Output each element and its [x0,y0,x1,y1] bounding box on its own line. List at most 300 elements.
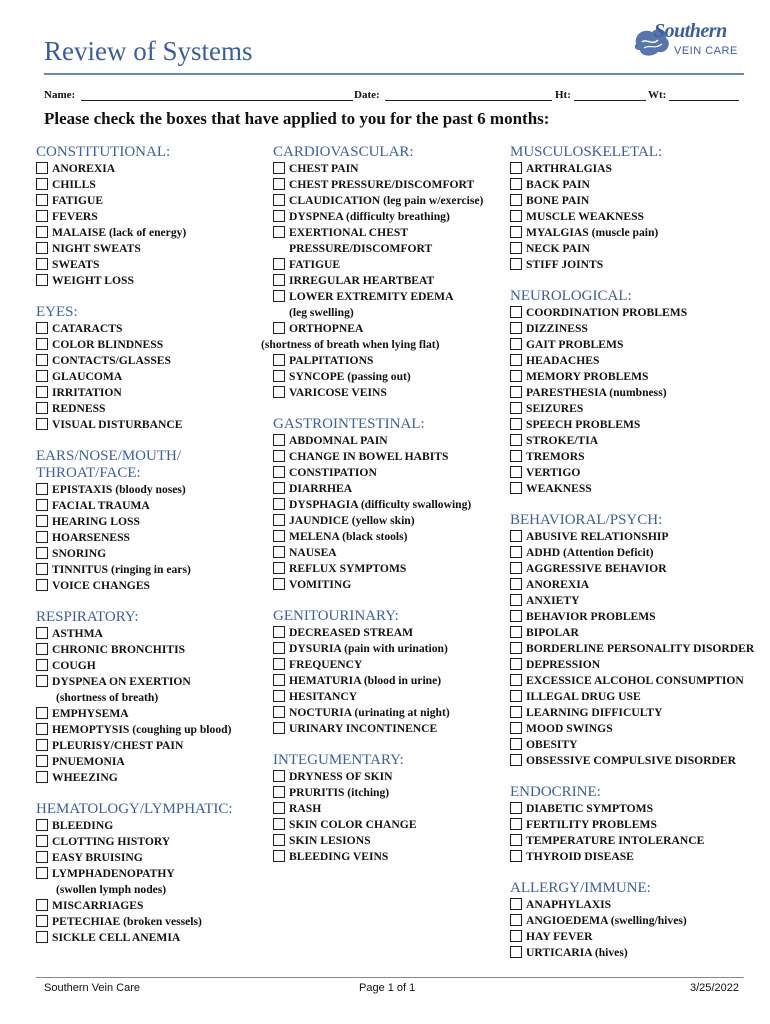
checkbox-item-back-pain[interactable] [510,177,754,193]
checkbox-item-miscarriages[interactable] [36,898,233,914]
checkbox-label: STROKE/TIA [526,434,599,447]
checkbox-item-hearing-loss[interactable] [36,514,233,530]
checkbox-item-exertional-chest[interactable] [273,225,483,241]
checkbox-item-adhd-attention-deficit[interactable] [510,545,754,561]
section-title: THROAT/FACE: [36,465,141,481]
checkbox-item-diabetic-symptoms[interactable] [510,801,754,817]
checkbox-item-sweats[interactable] [36,257,233,273]
checkbox-item-constipation[interactable] [273,465,483,481]
checkbox-item-fevers[interactable] [36,209,233,225]
checkbox[interactable] [273,274,285,286]
checkbox[interactable] [36,659,48,671]
checkbox-item-angioedema-swelling-hives[interactable] [510,913,754,929]
checkbox-item-lower-extremity-edema[interactable] [273,289,483,305]
section-ears-nose-mouth-throat-face [36,448,233,594]
checkbox[interactable] [273,498,285,510]
checkbox-item-syncope-passing-out[interactable] [273,369,483,385]
checkbox[interactable] [36,643,48,655]
header-rule [44,73,744,75]
name-field[interactable] [81,100,353,101]
checkbox[interactable] [36,483,48,495]
checkbox[interactable] [273,178,285,190]
checkbox-item-dyspnea-on-exertion[interactable] [36,674,233,690]
checkbox-item-asthma[interactable] [36,626,233,642]
checkbox-item-nocturia-urinating-at-night[interactable] [273,705,483,721]
checkbox[interactable] [36,915,48,927]
checkbox-label: THYROID DISEASE [526,850,634,863]
patient-info-row [44,89,744,103]
checkbox[interactable] [273,322,285,334]
checkbox[interactable] [510,386,522,398]
checkbox-item-hemoptysis-coughing-up-blood[interactable] [36,722,233,738]
checkbox-item-tinnitus-ringing-in-ears[interactable] [36,562,233,578]
checkbox-item-abusive-relationship[interactable] [510,529,754,545]
checkbox-label: SICKLE CELL ANEMIA [52,931,181,944]
checkbox-item-dryness-of-skin[interactable] [273,769,483,785]
checkbox[interactable] [510,642,522,654]
checkbox[interactable] [273,562,285,574]
checkbox[interactable] [36,723,48,735]
checkbox[interactable] [36,579,48,591]
checkbox-item-melena-black-stools[interactable] [273,529,483,545]
checkbox-label: ANAPHYLAXIS [526,898,612,911]
checkbox-item-illegal-drug-use[interactable] [510,689,754,705]
checkbox-item-wheezing[interactable] [36,770,233,786]
checkbox[interactable] [510,530,522,542]
checkbox-label: EXERTIONAL CHEST [289,226,409,239]
checkbox-label: ILLEGAL DRUG USE [526,690,641,703]
checkbox-label: MALAISE (lack of energy) [52,226,187,239]
checkbox[interactable] [510,322,522,334]
checkbox[interactable] [273,802,285,814]
checkbox[interactable] [273,674,285,686]
checkbox[interactable] [36,563,48,575]
checkbox[interactable] [273,642,285,654]
checkbox-item-visual-disturbance[interactable] [36,417,233,433]
checkbox[interactable] [510,674,522,686]
checkbox[interactable] [36,210,48,222]
checkbox[interactable] [273,578,285,590]
checkbox-item-bipolar[interactable] [510,625,754,641]
checkbox[interactable] [36,370,48,382]
checkbox-item-easy-bruising[interactable] [36,850,233,866]
checkbox-label: CLOTTING HISTORY [52,835,171,848]
checkbox[interactable] [510,178,522,190]
checkbox[interactable] [273,818,285,830]
checkbox-label: ABDOMNAL PAIN [289,434,388,447]
checkbox-item-arthralgias[interactable] [510,161,754,177]
section-title: ENDOCRINE: [510,784,601,800]
checkbox-item-seizures[interactable] [510,401,754,417]
checkbox-label: CHILLS [52,178,96,191]
checkbox-label: PETECHIAE (broken vessels) [52,915,202,928]
checkbox-label: DECREASED STREAM [289,626,414,639]
checkbox[interactable] [510,690,522,702]
checkbox[interactable] [36,258,48,270]
checkbox-item-hematuria-blood-in-urine[interactable] [273,673,483,689]
checkbox[interactable] [36,338,48,350]
checkbox[interactable] [36,771,48,783]
checkbox[interactable] [36,739,48,751]
checkbox-label: HAY FEVER [526,930,593,943]
checkbox-label: PNUEMONIA [52,755,125,768]
checkbox-label: EASY BRUISING [52,851,143,864]
checkbox-item-petechiae-broken-vessels[interactable] [36,914,233,930]
checkbox-item-pleurisy-chest-pain[interactable] [36,738,233,754]
checkbox[interactable] [36,547,48,559]
checkbox-label: SWEATS [52,258,100,271]
checkbox-item-thyroid-disease[interactable] [510,849,754,865]
checkbox[interactable] [273,386,285,398]
section-constitutional [36,144,233,289]
checkbox-label: FATIGUE [52,194,104,207]
column-right [510,144,754,961]
checkbox-label: NIGHT SWEATS [52,242,141,255]
checkbox[interactable] [273,850,285,862]
checkbox[interactable] [36,627,48,639]
checkbox[interactable] [36,274,48,286]
checkbox-item-malaise-lack-of-energy[interactable] [36,225,233,241]
checkbox-item-lymphadenopathy[interactable] [36,866,233,882]
page-title: Review of Systems [44,36,253,66]
checkbox[interactable] [510,434,522,446]
checkbox-item-mood-swings[interactable] [510,721,754,737]
checkbox-item-memory-problems[interactable] [510,369,754,385]
name-label: Name: [44,89,76,101]
checkbox-item-depression[interactable] [510,657,754,673]
checkbox-item-redness[interactable] [36,401,233,417]
checkbox-item-chills[interactable] [36,177,233,193]
checkbox[interactable] [36,899,48,911]
footer-company: Southern Vein Care [44,982,141,994]
logo-name: Southern [654,20,727,42]
checkbox[interactable] [273,706,285,718]
date-field[interactable] [385,100,552,101]
checkbox[interactable] [510,210,522,222]
checkbox-item-glaucoma[interactable] [36,369,233,385]
checkbox-item-neck-pain[interactable] [510,241,754,257]
checkbox[interactable] [36,675,48,687]
checkbox-item-aggressive-behavior[interactable] [510,561,754,577]
checkbox-item-speech-problems[interactable] [510,417,754,433]
checkbox[interactable] [510,258,522,270]
checkbox-item-weight-loss[interactable] [36,273,233,289]
checkbox[interactable] [36,242,48,254]
checkbox-item-decreased-stream[interactable] [273,625,483,641]
section-title: NEUROLOGICAL: [510,288,632,304]
checkbox-item-reflux-symptoms[interactable] [273,561,483,577]
checkbox-item-contacts-glasses[interactable] [36,353,233,369]
checkbox[interactable] [510,466,522,478]
checkbox-item-vomiting[interactable] [273,577,483,593]
checkbox[interactable] [510,450,522,462]
checkbox-label: MOOD SWINGS [526,722,613,735]
checkbox[interactable] [510,594,522,606]
checkbox-label: ORTHOPNEA [289,322,364,335]
checkbox-label: NECK PAIN [526,242,590,255]
checkbox-item-change-in-bowel-habits[interactable] [273,449,483,465]
checkbox-item-clotting-history[interactable] [36,834,233,850]
checkbox-item-vertigo[interactable] [510,465,754,481]
checkbox[interactable] [273,194,285,206]
checkbox-item-skin-color-change[interactable] [273,817,483,833]
checkbox-item-hoarseness[interactable] [36,530,233,546]
checkbox[interactable] [36,322,48,334]
checkbox[interactable] [273,530,285,542]
checkbox-item-palpitations[interactable] [273,353,483,369]
checkbox[interactable] [36,515,48,527]
checkbox[interactable] [36,867,48,879]
checkbox-label: DEPRESSION [526,658,601,671]
section-behavioral-psych [510,512,754,769]
checkbox-item-tremors[interactable] [510,449,754,465]
checkbox[interactable] [36,819,48,831]
checkbox-item-chest-pain[interactable] [273,161,483,177]
checkbox[interactable] [36,226,48,238]
checkbox-item-fertility-problems[interactable] [510,817,754,833]
checkbox[interactable] [510,306,522,318]
checkbox-item-paresthesia-numbness[interactable] [510,385,754,401]
checkbox[interactable] [510,818,522,830]
checkbox-item-urinary-incontinence[interactable] [273,721,483,737]
checkbox-label: URINARY INCONTINENCE [289,722,438,735]
checkbox[interactable] [273,370,285,382]
checkbox-item-orthopnea[interactable] [273,321,483,337]
checkbox[interactable] [273,290,285,302]
checkbox[interactable] [36,162,48,174]
section-cardiovascular [261,144,484,401]
checkbox[interactable] [36,851,48,863]
checkbox-item-frequency[interactable] [273,657,483,673]
checkbox-item-myalgias-muscle-pain[interactable] [510,225,754,241]
checkbox[interactable] [510,706,522,718]
checkbox-label: STIFF JOINTS [526,258,604,271]
checkbox-item-behavior-problems[interactable] [510,609,754,625]
checkbox[interactable] [510,418,522,430]
checkbox[interactable] [36,531,48,543]
checkbox[interactable] [510,194,522,206]
checkbox-item-borderline-personality-disorder[interactable] [510,641,754,657]
checkbox-item-dysphagia-difficulty-swallowing[interactable] [273,497,483,513]
checkbox-item-anorexia[interactable] [36,161,233,177]
checkbox-item-stiff-joints[interactable] [510,257,754,273]
checkbox-label: TREMORS [526,450,585,463]
checkbox-item-temperature-intolerance[interactable] [510,833,754,849]
checkbox-item-obesity[interactable] [510,737,754,753]
checkbox-label: VOICE CHANGES [52,579,151,592]
checkbox-item-facial-trauma[interactable] [36,498,233,514]
checkbox-label: ANOREXIA [526,578,590,591]
checkbox-item-anorexia[interactable] [510,577,754,593]
checkbox[interactable] [273,434,285,446]
checkbox[interactable] [273,770,285,782]
checkbox-item-varicose-veins[interactable] [273,385,483,401]
checkbox[interactable] [510,370,522,382]
checkbox-label: OBSESSIVE COMPULSIVE DISORDER [526,754,737,767]
checkbox-item-emphysema[interactable] [36,706,233,722]
checkbox[interactable] [510,338,522,350]
checkbox[interactable] [273,722,285,734]
checkbox[interactable] [510,754,522,766]
checkbox-item-cataracts[interactable] [36,321,233,337]
checkbox[interactable] [273,466,285,478]
checkbox[interactable] [510,930,522,942]
checkbox-label: MEMORY PROBLEMS [526,370,649,383]
checkbox-label: HEMATURIA (blood in urine) [289,674,442,687]
checkbox[interactable] [510,834,522,846]
checkbox[interactable] [36,931,48,943]
checkbox-label: CHANGE IN BOWEL HABITS [289,450,449,463]
checkbox-item-cough[interactable] [36,658,233,674]
section-musculoskeletal [510,144,754,273]
checkbox[interactable] [36,707,48,719]
checkbox-label: IRREGULAR HEARTBEAT [289,274,435,287]
checkbox[interactable] [36,418,48,430]
checkbox-item-bone-pain[interactable] [510,193,754,209]
checkbox-item-pruritis-itching[interactable] [273,785,483,801]
checkbox-item-jaundice-yellow-skin[interactable] [273,513,483,529]
checkbox[interactable] [273,162,285,174]
checkbox[interactable] [510,226,522,238]
checkbox-item-chronic-bronchitis[interactable] [36,642,233,658]
checkbox-item-muscle-weakness[interactable] [510,209,754,225]
height-field[interactable] [574,100,646,101]
checkbox-item-epistaxis-bloody-noses[interactable] [36,482,233,498]
checkbox-item-urticaria-hives[interactable] [510,945,754,961]
checkbox[interactable] [510,354,522,366]
checkbox-label: FATIGUE [289,258,341,271]
checkbox[interactable] [510,626,522,638]
checkbox[interactable] [510,850,522,862]
checkbox[interactable] [273,658,285,670]
checkbox-item-voice-changes[interactable] [36,578,233,594]
checkbox-item-hay-fever[interactable] [510,929,754,945]
checkbox[interactable] [510,578,522,590]
checkbox-item-excessice-alcohol-consumption[interactable] [510,673,754,689]
checkbox[interactable] [36,835,48,847]
checkbox[interactable] [273,482,285,494]
checkbox-item-diarrhea[interactable] [273,481,483,497]
checkbox-label: COUGH [52,659,96,672]
checkbox-label: HEADACHES [526,354,600,367]
checkbox-item-gait-problems[interactable] [510,337,754,353]
checkbox[interactable] [273,354,285,366]
checkbox-item-claudication-leg-pain-w-exercise[interactable] [273,193,483,209]
checkbox-label: DIZZINESS [526,322,588,335]
checkbox-label-continued: (shortness of breath) [56,691,159,704]
checkbox[interactable] [510,402,522,414]
checkbox-item-snoring[interactable] [36,546,233,562]
checkbox[interactable] [36,178,48,190]
checkbox[interactable] [36,194,48,206]
checkbox[interactable] [273,450,285,462]
checkbox-item-obsessive-compulsive-disorder[interactable] [510,753,754,769]
checkbox-item-fatigue[interactable] [273,257,483,273]
section-integumentary [273,752,483,865]
checkbox[interactable] [510,546,522,558]
checkbox-label: SEIZURES [526,402,584,415]
checkbox-item-abdomnal-pain[interactable] [273,433,483,449]
checkbox[interactable] [510,658,522,670]
weight-field[interactable] [669,100,739,101]
checkbox[interactable] [273,514,285,526]
checkbox-item-bleeding-veins[interactable] [273,849,483,865]
checkbox[interactable] [510,898,522,910]
checkbox-item-weakness[interactable] [510,481,754,497]
checkbox[interactable] [273,786,285,798]
checkbox[interactable] [510,162,522,174]
checkbox[interactable] [36,386,48,398]
checkbox[interactable] [36,402,48,414]
checkbox-label: MUSCLE WEAKNESS [526,210,645,223]
checkbox-item-headaches[interactable] [510,353,754,369]
checkbox-item-coordination-problems[interactable] [510,305,754,321]
checkbox[interactable] [510,242,522,254]
checkbox-item-rash[interactable] [273,801,483,817]
checkbox[interactable] [510,610,522,622]
checkbox-item-stroke-tia[interactable] [510,433,754,449]
checkbox-label: TINNITUS (ringing in ears) [52,563,191,576]
checkbox-label: CONSTIPATION [289,466,377,479]
checkbox-label: NOCTURIA (urinating at night) [289,706,450,719]
checkbox[interactable] [510,914,522,926]
checkbox[interactable] [36,499,48,511]
checkbox[interactable] [510,562,522,574]
checkbox-item-anaphylaxis[interactable] [510,897,754,913]
checkbox-item-dyspnea-difficulty-breathing[interactable] [273,209,483,225]
checkbox-label: PLEURISY/CHEST PAIN [52,739,184,752]
checkbox[interactable] [510,946,522,958]
checkbox-item-nausea[interactable] [273,545,483,561]
checkbox-item-anxiety[interactable] [510,593,754,609]
checkbox-item-skin-lesions[interactable] [273,833,483,849]
checkbox[interactable] [273,258,285,270]
checkbox[interactable] [36,354,48,366]
checkbox[interactable] [273,210,285,222]
checkbox-item-sickle-cell-anemia[interactable] [36,930,233,946]
checkbox[interactable] [36,755,48,767]
checkbox-label: COORDINATION PROBLEMS [526,306,688,319]
checkbox-item-chest-pressure-discomfort[interactable] [273,177,483,193]
checkbox-label: GAIT PROBLEMS [526,338,624,351]
checkbox-item-dizziness[interactable] [510,321,754,337]
checkbox-label: PRURITIS (itching) [289,786,390,799]
checkbox-item-irregular-heartbeat[interactable] [273,273,483,289]
checkbox[interactable] [510,802,522,814]
checkbox[interactable] [510,738,522,750]
checkbox[interactable] [510,482,522,494]
checkbox-item-pnuemonia[interactable] [36,754,233,770]
checkbox-item-bleeding[interactable] [36,818,233,834]
checkbox-item-irritation[interactable] [36,385,233,401]
checkbox[interactable] [273,626,285,638]
checkbox[interactable] [273,226,285,238]
checkbox-label: BACK PAIN [526,178,590,191]
checkbox[interactable] [273,690,285,702]
checkbox-item-hesitancy[interactable] [273,689,483,705]
checkbox[interactable] [273,834,285,846]
section-title: CONSTITUTIONAL: [36,144,171,160]
checkbox-item-night-sweats[interactable] [36,241,233,257]
checkbox-item-learning-difficulty[interactable] [510,705,754,721]
section-hematology-lymphatic [36,801,233,946]
checkbox-item-color-blindness[interactable] [36,337,233,353]
checkbox[interactable] [510,722,522,734]
checkbox-label: PARESTHESIA (numbness) [526,386,667,399]
checkbox-item-dysuria-pain-with-urination[interactable] [273,641,483,657]
checkbox[interactable] [273,546,285,558]
checkbox-item-fatigue[interactable] [36,193,233,209]
